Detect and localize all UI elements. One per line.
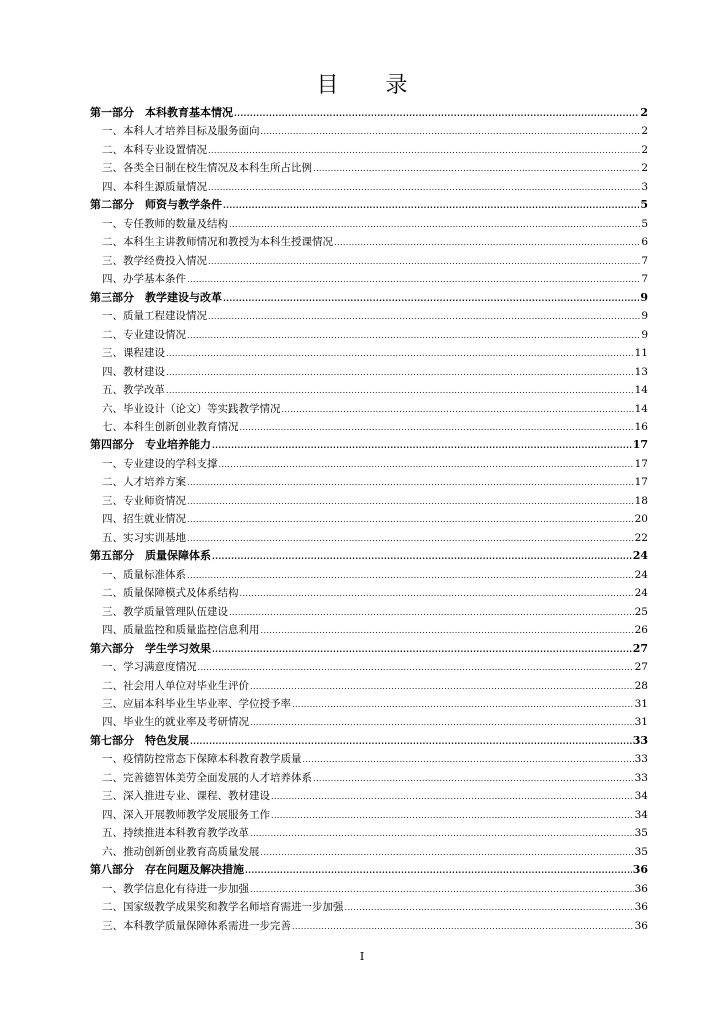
toc-dot-leader [212,640,632,658]
toc-entry-page: 3 [641,180,648,193]
toc-entry-label: 第一部分 本科教育基本情况 [90,106,233,119]
toc-section-entry[interactable] [90,381,648,399]
toc-entry-page: 14 [634,384,648,397]
toc-entry-label: 三、教学经费投入情况 [102,254,207,267]
toc-dot-leader [234,104,639,122]
toc-entry-page: 9 [641,310,648,323]
toc-entry-page: 33 [632,733,648,747]
toc-entry-label: 三、各类全日制在校生情况及本科生所占比例 [102,162,312,175]
toc-entry-label: 第四部分 专业培养能力 [90,438,211,452]
toc-dot-leader [187,511,634,529]
toc-dot-leader [229,216,640,234]
toc-section-entry[interactable] [90,769,648,787]
toc-entry-label: 三、应届本科毕业生毕业率、学位授予率 [102,698,291,710]
toc-section-entry[interactable] [90,326,648,344]
toc-section-entry[interactable] [90,566,648,584]
toc-section-entry[interactable] [90,750,648,768]
toc-section-entry[interactable] [90,658,648,676]
toc-dot-leader [345,899,634,917]
toc-entry-page: 9 [641,328,648,341]
toc-entry-label: 四、质量监控和质量监控信息利用 [102,624,260,637]
toc-section-entry[interactable] [90,492,648,510]
toc-section-entry[interactable] [90,178,648,196]
toc-dot-leader [250,825,634,843]
toc-entry-page: 33 [634,753,648,766]
toc-entry-label: 五、持续推进本科教育教学改革 [102,827,249,840]
toc-dot-leader [212,547,632,565]
toc-section-entry[interactable] [90,695,648,713]
toc-dot-leader [313,770,634,788]
toc-dot-leader [208,253,640,271]
toc-entry-label: 三、教学质量管理队伍建设 [102,605,228,618]
toc-section-entry[interactable] [90,455,648,473]
toc-dot-leader [292,918,634,936]
toc-dot-leader [187,493,634,511]
toc-dot-leader [261,622,634,640]
toc-dot-leader [313,160,640,178]
toc-dot-leader [250,881,634,899]
toc-entry-label: 二、质量保障模式及体系结构 [102,587,239,600]
toc-section-entry[interactable] [90,473,648,491]
toc-entry-page: 17 [634,476,648,489]
toc-entry-page: 26 [634,624,648,637]
toc-entry-label: 四、招生就业情况 [102,513,186,526]
toc-entry-label: 二、本科专业设置情况 [102,143,207,156]
toc-entry-page: 17 [634,457,648,470]
toc-entry-label: 四、毕业生的就业率及考研情况 [102,716,249,729]
toc-dot-leader [166,382,634,400]
toc-section-entry[interactable] [90,880,648,898]
toc-dot-leader [303,751,634,769]
toc-entry-page: 27 [634,661,648,674]
toc-entry-page: 17 [632,438,648,452]
toc-entry-page: 5 [640,198,648,212]
toc-entry-label: 六、毕业设计（论文）等实践教学情况 [102,402,281,415]
toc-entry-label: 一、质量标准体系 [102,568,186,581]
toc-section-entry[interactable] [90,270,648,288]
toc-part-entry[interactable] [90,289,648,307]
toc-section-entry[interactable] [90,252,648,270]
toc-section-entry[interactable] [90,824,648,842]
toc-dot-leader [219,456,634,474]
table-of-contents [90,104,648,935]
toc-entry-page: 35 [634,845,648,858]
toc-entry-page: 36 [632,863,648,877]
toc-section-entry[interactable] [90,584,648,602]
toc-section-entry[interactable] [90,677,648,695]
toc-entry-label: 第二部分 师资与教学条件 [90,198,222,212]
toc-section-entry[interactable] [90,418,648,436]
toc-entry-label: 一、专业建设的学科支撑 [102,457,218,470]
toc-part-entry[interactable] [90,640,648,658]
page-number: I [359,950,365,963]
toc-dot-leader [208,308,640,326]
toc-entry-page: 7 [641,273,648,286]
toc-entry-label: 二、本科生主讲教师情况和教授为本科生授课情况 [102,236,333,249]
toc-dot-leader [229,604,634,622]
toc-dot-leader [208,142,640,160]
toc-entry-label: 三、专业师资情况 [102,494,186,507]
toc-entry-page: 11 [634,347,648,360]
toc-section-entry[interactable] [90,363,648,381]
toc-dot-leader [208,179,640,197]
toc-entry-label: 一、专任教师的数量及结构 [102,217,228,230]
toc-dot-leader [250,714,634,732]
toc-section-entry[interactable] [90,529,648,547]
toc-part-entry[interactable] [90,196,648,214]
toc-entry-page: 18 [634,494,648,507]
toc-part-entry[interactable] [90,861,648,879]
toc-dot-leader [282,401,634,419]
toc-entry-label: 一、学习满意度情况 [102,661,197,674]
toc-section-entry[interactable] [90,141,648,159]
toc-entry-page: 28 [634,679,648,692]
toc-entry-page: 2 [641,143,648,156]
toc-dot-leader [261,123,641,141]
toc-entry-page: 13 [634,365,648,378]
toc-entry-label: 一、疫情防控常态下保障本科教育教学质量 [102,753,302,766]
toc-entry-page: 25 [634,605,648,618]
toc-entry-page: 24 [634,568,648,581]
toc-entry-page: 34 [634,808,648,821]
toc-entry-page: 14 [634,402,648,415]
toc-entry-page: 24 [634,587,648,600]
toc-entry-label: 一、教学信息化有待进一步加强 [102,882,249,895]
toc-entry-page: 31 [634,698,648,710]
toc-entry-label: 二、社会用人单位对毕业生评价 [102,679,249,692]
toc-entry-label: 七、本科生创新创业教育情况 [102,420,239,433]
toc-entry-label: 第六部分 学生学习效果 [90,641,211,655]
toc-dot-leader [212,436,632,454]
toc-entry-page: 33 [634,771,648,784]
toc-dot-leader [187,474,634,492]
toc-entry-page: 22 [634,531,648,544]
toc-dot-leader [190,732,632,750]
toc-entry-label: 五、教学改革 [102,384,165,397]
toc-entry-label: 一、本科人才培养目标及服务面向 [102,125,260,138]
toc-entry-label: 第七部分 特色发展 [90,733,189,747]
toc-dot-leader [271,788,634,806]
toc-entry-page: 2 [640,106,648,119]
toc-dot-leader [187,530,634,548]
toc-part-entry[interactable] [90,732,648,750]
toc-entry-page: 2 [641,162,648,175]
toc-entry-label: 四、教材建设 [102,365,165,378]
toc-entry-label: 三、本科教学质量保障体系需进一步完善 [102,919,291,932]
toc-entry-page: 16 [634,420,648,433]
toc-entry-page: 36 [634,901,648,914]
toc-entry-page: 20 [634,513,648,526]
toc-dot-leader [223,289,639,307]
toc-section-entry[interactable] [90,400,648,418]
toc-dot-leader [187,271,640,289]
toc-dot-leader [187,567,634,585]
toc-entry-label: 一、质量工程建设情况 [102,310,207,323]
toc-entry-label: 二、国家级教学成果奖和教学名师培育需进一步加强 [102,901,344,914]
toc-entry-page: 31 [634,716,648,729]
toc-entry-page: 6 [641,236,648,249]
toc-entry-page: 9 [640,290,648,304]
toc-entry-page: 36 [634,919,648,932]
toc-entry-label: 第三部分 教学建设与改革 [90,290,222,304]
toc-section-entry[interactable] [90,233,648,251]
toc-entry-label: 第八部分 存在问题及解决措施 [90,863,244,877]
toc-section-entry[interactable] [90,510,648,528]
toc-entry-page: 35 [634,827,648,840]
toc-entry-label: 二、专业建设情况 [102,328,186,341]
toc-entry-page: 5 [641,217,648,230]
toc-dot-leader [240,585,634,603]
toc-entry-page: 27 [632,641,648,655]
toc-entry-label: 三、深入推进专业、课程、教材建设 [102,790,270,803]
toc-section-entry[interactable] [90,603,648,621]
toc-entry-page: 7 [641,254,648,267]
toc-entry-label: 四、深入开展教师教学发展服务工作 [102,808,270,821]
toc-dot-leader [166,345,634,363]
toc-part-entry[interactable] [90,547,648,565]
toc-dot-leader [292,696,634,714]
toc-entry-page: 2 [641,125,648,138]
toc-dot-leader [187,327,640,345]
toc-dot-leader [240,419,634,437]
toc-entry-label: 二、人才培养方案 [102,476,186,489]
toc-entry-label: 六、推动创新创业教育高质量发展 [102,845,260,858]
toc-entry-label: 二、完善德智体美劳全面发展的人才培养体系 [102,771,312,784]
toc-part-entry[interactable] [90,104,648,122]
toc-dot-leader [334,234,640,252]
toc-dot-leader [245,861,632,879]
toc-entry-label: 四、办学基本条件 [102,273,186,286]
toc-section-entry[interactable] [90,215,648,233]
toc-dot-leader [166,364,634,382]
toc-section-entry[interactable] [90,344,648,362]
toc-section-entry[interactable] [90,898,648,916]
toc-dot-leader [223,196,639,214]
toc-section-entry[interactable] [90,159,648,177]
toc-section-entry[interactable] [90,713,648,731]
toc-section-entry[interactable] [90,307,648,325]
toc-section-entry[interactable] [90,917,648,935]
toc-entry-page: 24 [632,549,648,563]
toc-title: 目 录 [316,73,428,98]
toc-dot-leader [198,659,634,677]
toc-section-entry[interactable] [90,806,648,824]
toc-entry-label: 五、实习实训基地 [102,531,186,544]
toc-dot-leader [250,678,634,696]
toc-part-entry[interactable] [90,436,648,454]
toc-entry-label: 四、本科生源质量情况 [102,180,207,193]
toc-entry-label: 第五部分 质量保障体系 [90,549,211,563]
toc-section-entry[interactable] [90,621,648,639]
toc-section-entry[interactable] [90,843,648,861]
toc-section-entry[interactable] [90,787,648,805]
toc-entry-label: 三、课程建设 [102,347,165,360]
toc-section-entry[interactable] [90,122,648,140]
toc-dot-leader [261,844,634,862]
toc-entry-page: 36 [634,882,648,895]
toc-entry-page: 34 [634,790,648,803]
toc-dot-leader [271,807,634,825]
